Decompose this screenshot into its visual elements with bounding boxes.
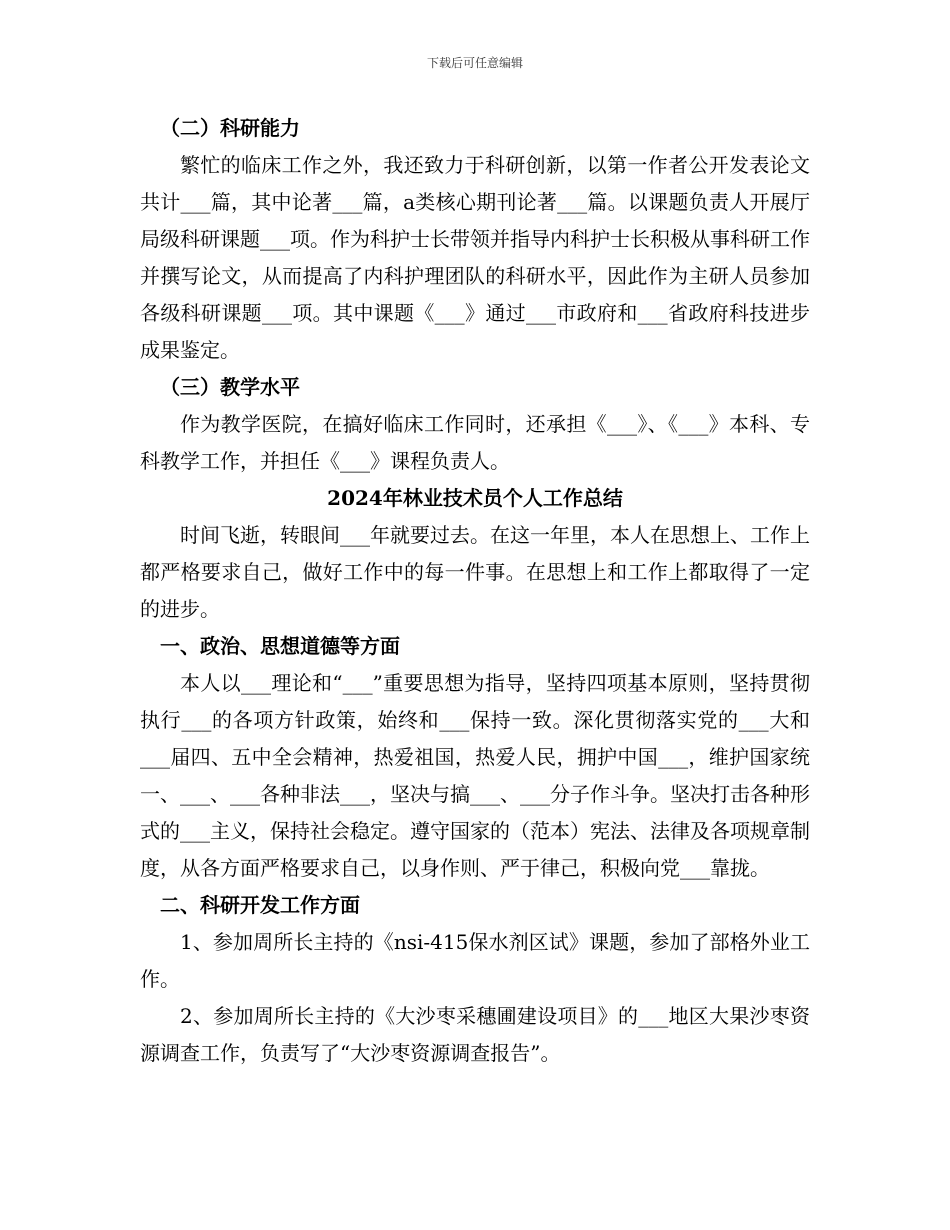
paragraph-intro: 时间飞逝，转眼间___年就要过去。在这一年里，本人在思想上、工作上都严格要求自己，做好工作中的每一件事。在思想上和工作上都取得了一定的进步。	[140, 523, 810, 621]
section-heading-politics: 一、政治、思想道德等方面	[160, 634, 400, 658]
section-heading-teaching: （三）教学水平	[160, 375, 300, 399]
paragraph-teaching: 作为教学医院，在搞好临床工作同时，还承担《___》、《___》本科、专科教学工作，并担任《___》课程负责人。	[140, 412, 810, 473]
list-item-rnd-2: 2、参加周所长主持的《大沙枣采穗圃建设项目》的___地区大果沙枣资源调查工作，负责写了“大沙枣资源调查报告”。	[140, 1004, 810, 1065]
page-header-note: 下载后可任意编辑	[426, 56, 523, 70]
document-title: 2024年林业技术员个人工作总结	[327, 486, 623, 510]
section-heading-research: （二）科研能力	[160, 116, 300, 140]
paragraph-research: 繁忙的临床工作之外，我还致力于科研创新，以第一作者公开发表论文共计___篇，其中论著___篇，a类核心期刊论著___篇。以课题负责人开展厅局级科研课题___项。作为科护士长带领并指导内科护士长积极从事科研工作并撰写论文，从而提高了内科护理团队的科研水平，因此作为主研人员参加各级科研课题___项。其中课题《___》通过___市政府和___省政府科技进步成果鉴定。	[140, 153, 810, 362]
paragraph-politics: 本人以___理论和“___”重要思想为指导，坚持四项基本原则，坚持贯彻执行___的各项方针政策，始终和___保持一致。深化贯彻落实党的___大和___届四、五中全会精神，热爱祖国，热爱人民，拥护中国___，维护国家统一、___、___各种非法___，坚决与搞___、___分子作斗争。坚决打击各种形式的___主义，保持社会稳定。遵守国家的（范本）宪法、法律及各项规章制度，从各方面严格要求自己，以身作则、严于律己，积极向党___靠拢。	[140, 671, 810, 880]
section-heading-rnd: 二、科研开发工作方面	[160, 893, 360, 917]
document-body	[140, 110, 810, 1072]
list-item-rnd-1: 1、参加周所长主持的《nsi-415保水剂区试》课题，参加了部格外业工作。	[140, 930, 810, 991]
